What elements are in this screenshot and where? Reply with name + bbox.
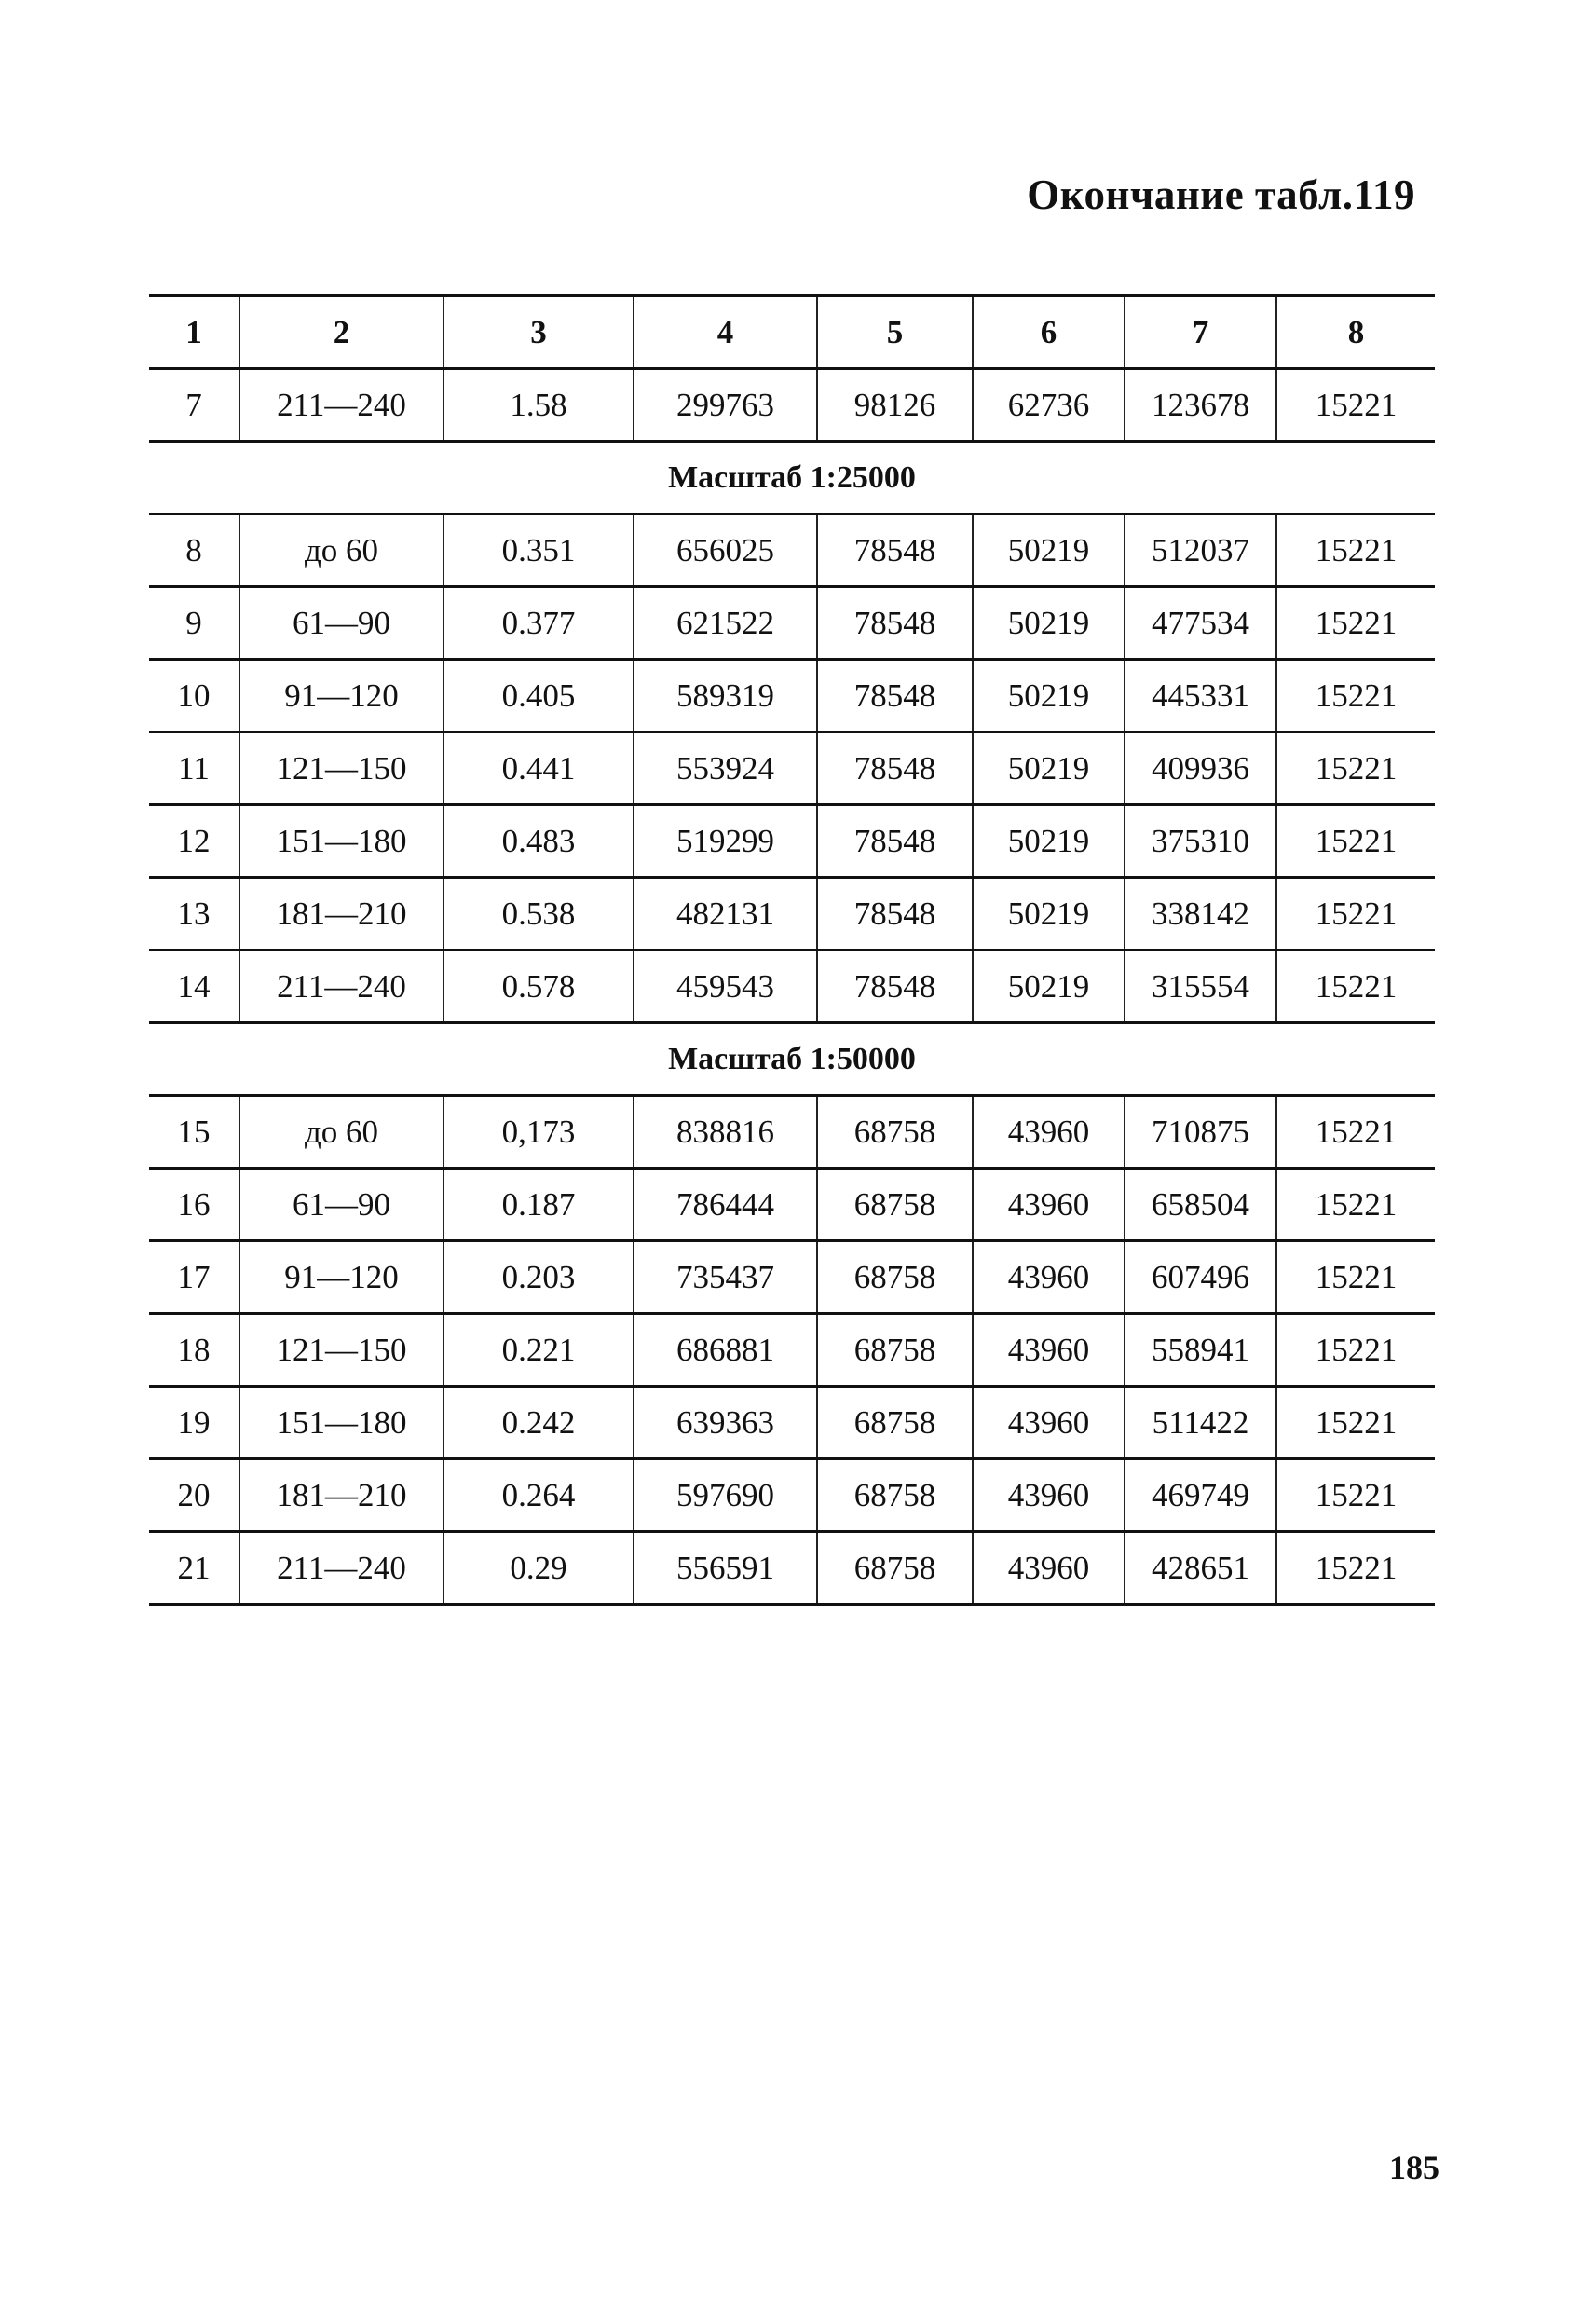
column-number-row (149, 296, 1435, 369)
table-cell: 68758 (817, 1169, 973, 1241)
table-cell: 61—90 (239, 587, 443, 660)
column-number: 1 (149, 296, 239, 369)
table-cell: 0.29 (443, 1532, 634, 1605)
table-cell: 0.483 (443, 805, 634, 878)
table-row (149, 732, 1435, 805)
table-cell: 50219 (973, 878, 1125, 951)
table-cell: 12 (149, 805, 239, 878)
table-cell: 0.351 (443, 514, 634, 587)
table-row (149, 878, 1435, 951)
table-cell: 19 (149, 1387, 239, 1459)
table-cell: 838816 (634, 1096, 817, 1169)
table-cell: 15221 (1276, 805, 1435, 878)
table-row (149, 587, 1435, 660)
table-row (149, 1169, 1435, 1241)
table-cell: 43960 (973, 1387, 1125, 1459)
column-number: 8 (1276, 296, 1435, 369)
table-cell: 15221 (1276, 1459, 1435, 1532)
table-cell: 50219 (973, 660, 1125, 732)
table-cell: 0.377 (443, 587, 634, 660)
table-row (149, 514, 1435, 587)
table-cell: 469749 (1125, 1459, 1276, 1532)
data-table (149, 294, 1435, 1606)
scale-section-header (149, 442, 1435, 514)
table-cell: до 60 (239, 514, 443, 587)
table-cell: 15221 (1276, 660, 1435, 732)
table-cell: 597690 (634, 1459, 817, 1532)
table-cell: 15221 (1276, 1096, 1435, 1169)
table-cell: 20 (149, 1459, 239, 1532)
table-cell: 17 (149, 1241, 239, 1314)
table-cell: 299763 (634, 369, 817, 442)
table-cell: 15221 (1276, 1241, 1435, 1314)
table-cell: 658504 (1125, 1169, 1276, 1241)
table-cell: 14 (149, 951, 239, 1023)
table-cell: 639363 (634, 1387, 817, 1459)
table-row (149, 1459, 1435, 1532)
table-cell: 61—90 (239, 1169, 443, 1241)
table-cell: 338142 (1125, 878, 1276, 951)
page-number: 185 (1389, 2149, 1439, 2186)
table-cell: 477534 (1125, 587, 1276, 660)
table-row (149, 369, 1435, 442)
table-cell: 735437 (634, 1241, 817, 1314)
table-cell: 428651 (1125, 1532, 1276, 1605)
section-title: Масштаб 1:50000 (149, 1023, 1435, 1096)
table-cell: 15221 (1276, 1387, 1435, 1459)
table-cell: 68758 (817, 1096, 973, 1169)
table-cell: 78548 (817, 660, 973, 732)
table-cell: 15 (149, 1096, 239, 1169)
table-cell: 68758 (817, 1387, 973, 1459)
table-cell: 553924 (634, 732, 817, 805)
table-cell: 15221 (1276, 878, 1435, 951)
table-cell: 7 (149, 369, 239, 442)
table-cell: 15221 (1276, 732, 1435, 805)
table-cell: 21 (149, 1532, 239, 1605)
table-cell: 68758 (817, 1241, 973, 1314)
table-cell: 15221 (1276, 369, 1435, 442)
table-row (149, 1387, 1435, 1459)
table-cell: 62736 (973, 369, 1125, 442)
table-row (149, 1532, 1435, 1605)
table-cell: 0,173 (443, 1096, 634, 1169)
table-cell: 519299 (634, 805, 817, 878)
table-continuation-heading: Окончание табл.119 (1027, 171, 1415, 218)
table-cell: 445331 (1125, 660, 1276, 732)
table-cell: 11 (149, 732, 239, 805)
table-cell: 43960 (973, 1241, 1125, 1314)
table-cell: 16 (149, 1169, 239, 1241)
table-row (149, 1314, 1435, 1387)
table-cell: 0.264 (443, 1459, 634, 1532)
scale-section-header (149, 1023, 1435, 1096)
table-cell: 50219 (973, 587, 1125, 660)
table-cell: 50219 (973, 732, 1125, 805)
table-cell: 151—180 (239, 1387, 443, 1459)
column-number: 6 (973, 296, 1125, 369)
table-cell: 78548 (817, 878, 973, 951)
table-cell: 68758 (817, 1314, 973, 1387)
table-cell: 621522 (634, 587, 817, 660)
section-title: Масштаб 1:25000 (149, 442, 1435, 514)
table-cell: 123678 (1125, 369, 1276, 442)
table-cell: 181—210 (239, 878, 443, 951)
table-row (149, 1241, 1435, 1314)
column-number: 3 (443, 296, 634, 369)
table-cell: 0.578 (443, 951, 634, 1023)
table-cell: 50219 (973, 805, 1125, 878)
table-cell: 18 (149, 1314, 239, 1387)
table-row (149, 660, 1435, 732)
table-cell: 511422 (1125, 1387, 1276, 1459)
table-cell: 558941 (1125, 1314, 1276, 1387)
table-cell: 0.187 (443, 1169, 634, 1241)
table-cell: до 60 (239, 1096, 443, 1169)
table-cell: 78548 (817, 732, 973, 805)
table-cell: 8 (149, 514, 239, 587)
table-cell: 409936 (1125, 732, 1276, 805)
table-cell: 78548 (817, 805, 973, 878)
table-cell: 43960 (973, 1459, 1125, 1532)
table-cell: 656025 (634, 514, 817, 587)
table-cell: 151—180 (239, 805, 443, 878)
table-cell: 15221 (1276, 1314, 1435, 1387)
table-cell: 0.538 (443, 878, 634, 951)
column-number: 2 (239, 296, 443, 369)
table-cell: 9 (149, 587, 239, 660)
table-cell: 10 (149, 660, 239, 732)
table-cell: 0.203 (443, 1241, 634, 1314)
table-cell: 786444 (634, 1169, 817, 1241)
table-cell: 91—120 (239, 660, 443, 732)
table-cell: 15221 (1276, 587, 1435, 660)
table-cell: 43960 (973, 1314, 1125, 1387)
table-cell: 0.242 (443, 1387, 634, 1459)
table-cell: 482131 (634, 878, 817, 951)
column-number: 4 (634, 296, 817, 369)
table-cell: 15221 (1276, 1169, 1435, 1241)
table-cell: 43960 (973, 1532, 1125, 1605)
table-cell: 710875 (1125, 1096, 1276, 1169)
table-cell: 78548 (817, 587, 973, 660)
table-cell: 91—120 (239, 1241, 443, 1314)
table-cell: 13 (149, 878, 239, 951)
table-row (149, 1096, 1435, 1169)
table-cell: 68758 (817, 1459, 973, 1532)
table-cell: 43960 (973, 1096, 1125, 1169)
table-cell: 181—210 (239, 1459, 443, 1532)
table-cell: 0.441 (443, 732, 634, 805)
data-table-container (149, 294, 1435, 1606)
table-cell: 459543 (634, 951, 817, 1023)
table-cell: 211—240 (239, 369, 443, 442)
table-row (149, 805, 1435, 878)
table-cell: 78548 (817, 951, 973, 1023)
table-cell: 68758 (817, 1532, 973, 1605)
table-cell: 98126 (817, 369, 973, 442)
table-row (149, 951, 1435, 1023)
table-cell: 50219 (973, 951, 1125, 1023)
table-cell: 15221 (1276, 1532, 1435, 1605)
column-number: 5 (817, 296, 973, 369)
table-body (149, 369, 1435, 1605)
table-cell: 512037 (1125, 514, 1276, 587)
table-cell: 211—240 (239, 951, 443, 1023)
table-cell: 43960 (973, 1169, 1125, 1241)
table-cell: 121—150 (239, 732, 443, 805)
table-cell: 607496 (1125, 1241, 1276, 1314)
table-cell: 121—150 (239, 1314, 443, 1387)
table-cell: 375310 (1125, 805, 1276, 878)
column-number: 7 (1125, 296, 1276, 369)
table-cell: 556591 (634, 1532, 817, 1605)
table-cell: 0.405 (443, 660, 634, 732)
table-cell: 686881 (634, 1314, 817, 1387)
table-cell: 78548 (817, 514, 973, 587)
table-cell: 15221 (1276, 514, 1435, 587)
table-cell: 50219 (973, 514, 1125, 587)
table-cell: 15221 (1276, 951, 1435, 1023)
table-cell: 589319 (634, 660, 817, 732)
table-cell: 1.58 (443, 369, 634, 442)
table-cell: 211—240 (239, 1532, 443, 1605)
table-cell: 315554 (1125, 951, 1276, 1023)
table-cell: 0.221 (443, 1314, 634, 1387)
